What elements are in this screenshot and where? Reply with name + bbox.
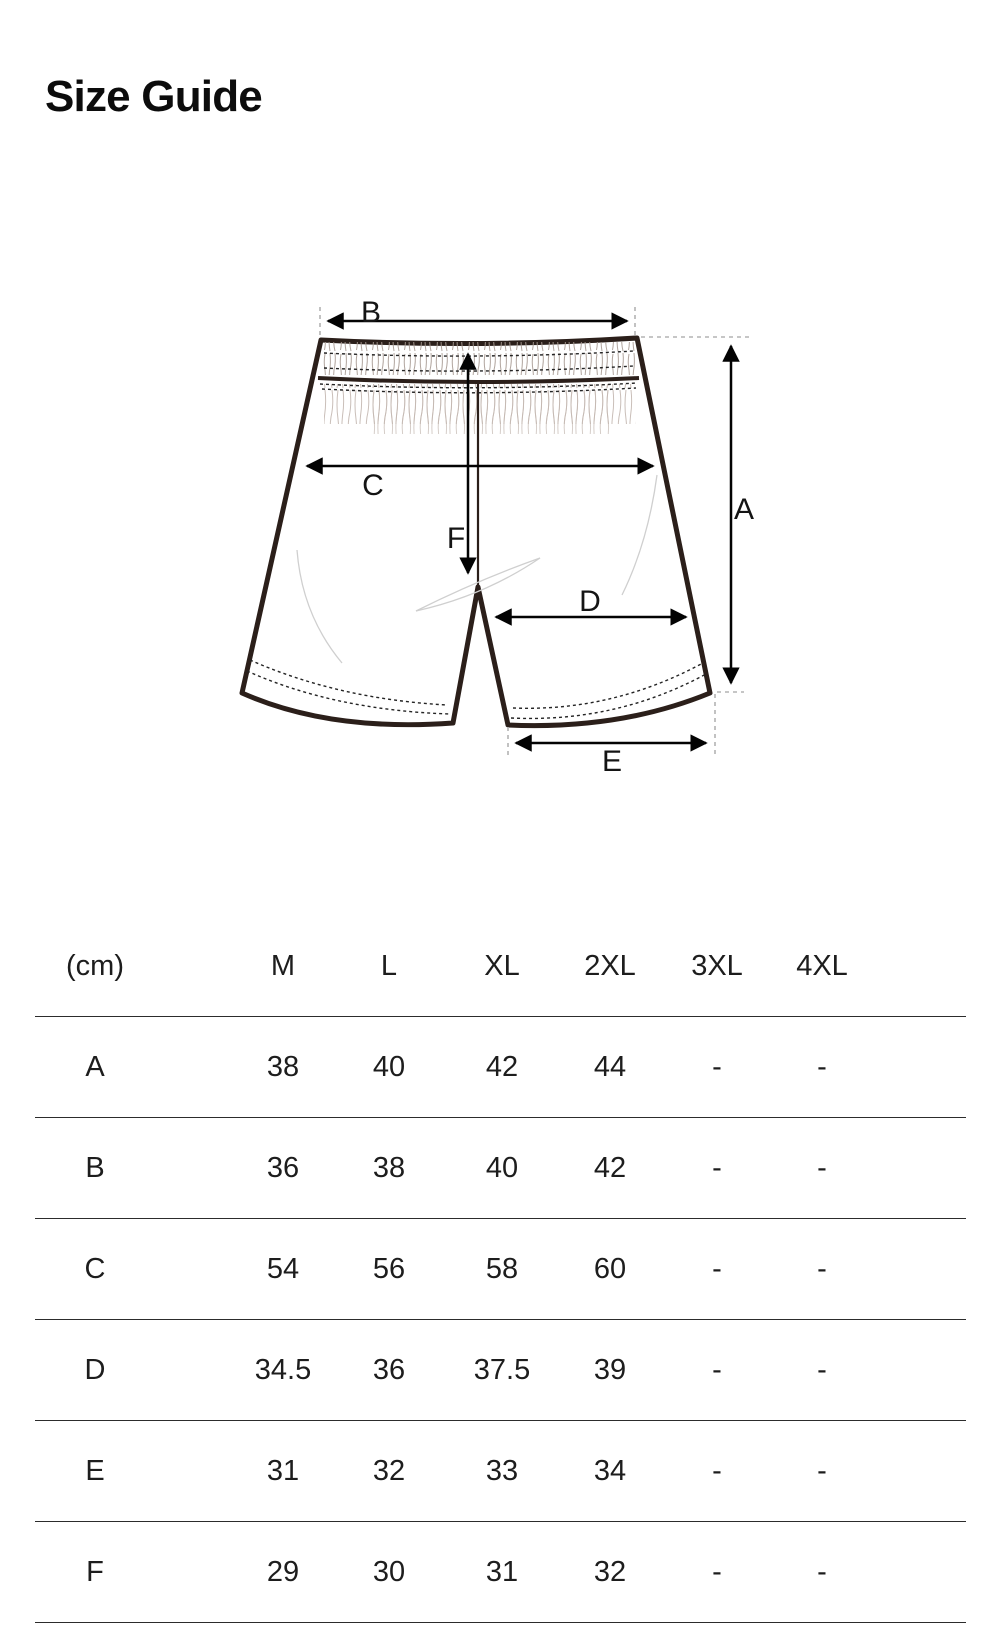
dimension-label-f: F xyxy=(446,522,466,555)
column-header-4xl: 4XL xyxy=(796,950,848,982)
cell-value: 39 xyxy=(593,1354,627,1386)
cell-value: - xyxy=(712,1455,722,1487)
size-table xyxy=(35,916,966,1623)
shorts-outline xyxy=(242,338,710,726)
column-header-m: M xyxy=(270,950,296,982)
table-row-d xyxy=(35,1320,966,1421)
dimension-label-d: D xyxy=(579,585,601,618)
cell-value: - xyxy=(712,1051,722,1083)
cell-value: - xyxy=(817,1455,827,1487)
dimension-label-c: C xyxy=(362,469,384,502)
cell-value: 31 xyxy=(485,1556,519,1588)
dimension-label-e: E xyxy=(601,745,623,778)
row-label: B xyxy=(85,1152,105,1184)
cell-value: - xyxy=(712,1556,722,1588)
table-row-c xyxy=(35,1219,966,1320)
column-header-l: L xyxy=(380,950,398,982)
row-label: C xyxy=(84,1253,106,1285)
cell-value: 40 xyxy=(485,1152,519,1184)
table-row-a xyxy=(35,1017,966,1118)
page-title: Size Guide xyxy=(45,72,262,121)
row-label: E xyxy=(85,1455,105,1487)
cell-value: 54 xyxy=(266,1253,300,1285)
cell-value: - xyxy=(712,1152,722,1184)
cell-value: 34.5 xyxy=(254,1354,312,1386)
cell-value: 38 xyxy=(372,1152,406,1184)
cell-value: 36 xyxy=(372,1354,406,1386)
cell-value: 34 xyxy=(593,1455,627,1487)
cell-value: 56 xyxy=(372,1253,406,1285)
row-label: D xyxy=(84,1354,106,1386)
cell-value: - xyxy=(712,1253,722,1285)
table-header-row xyxy=(35,916,966,1017)
cell-value: 58 xyxy=(485,1253,519,1285)
column-header-3xl: 3XL xyxy=(691,950,743,982)
column-header-2xl: 2XL xyxy=(584,950,636,982)
cell-value: - xyxy=(817,1051,827,1083)
cell-value: - xyxy=(712,1354,722,1386)
row-label: A xyxy=(85,1051,105,1083)
cell-value: 36 xyxy=(266,1152,300,1184)
table-row-b xyxy=(35,1118,966,1219)
cell-value: - xyxy=(817,1152,827,1184)
cell-value: 60 xyxy=(593,1253,627,1285)
table-row-e xyxy=(35,1421,966,1522)
dimension-label-a: A xyxy=(733,493,755,526)
cell-value: 37.5 xyxy=(473,1354,531,1386)
row-label: F xyxy=(86,1556,104,1588)
shorts-diagram xyxy=(220,280,780,790)
cell-value: 38 xyxy=(266,1051,300,1083)
cell-value: 33 xyxy=(485,1455,519,1487)
column-header-xl: XL xyxy=(484,950,520,982)
cell-value: - xyxy=(817,1253,827,1285)
dimension-label-b: B xyxy=(360,296,382,329)
waistband-gather-texture xyxy=(323,342,636,375)
cell-value: 40 xyxy=(372,1051,406,1083)
cell-value: - xyxy=(817,1354,827,1386)
cell-value: 42 xyxy=(593,1152,627,1184)
cell-value: 32 xyxy=(372,1455,406,1487)
cell-value: 32 xyxy=(593,1556,627,1588)
cell-value: 30 xyxy=(372,1556,406,1588)
unit-label: (cm) xyxy=(66,950,124,982)
table-row-f xyxy=(35,1522,966,1623)
cell-value: 31 xyxy=(266,1455,300,1487)
cell-value: 44 xyxy=(593,1051,627,1083)
cell-value: 42 xyxy=(485,1051,519,1083)
cell-value: 29 xyxy=(266,1556,300,1588)
cell-value: - xyxy=(817,1556,827,1588)
